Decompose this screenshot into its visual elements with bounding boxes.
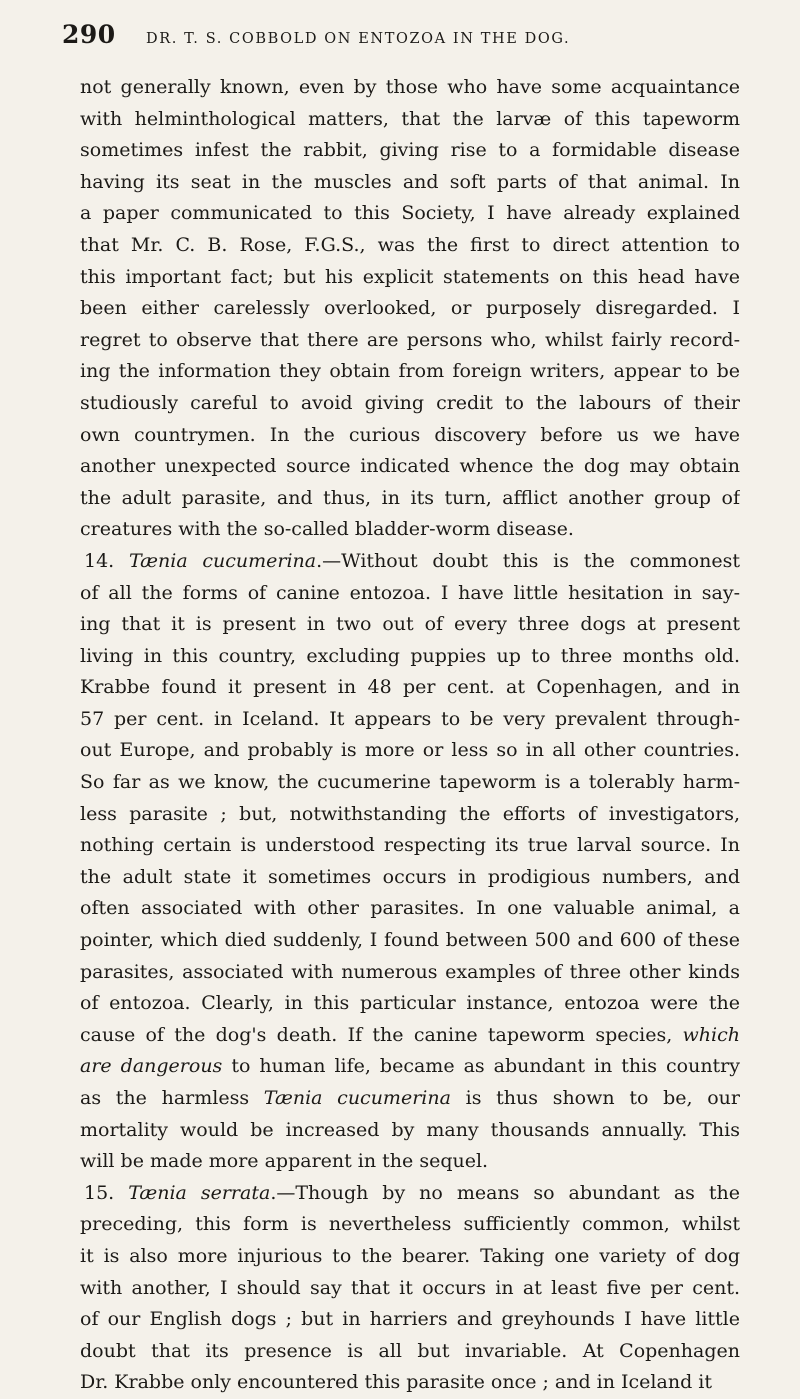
text-line: doubt that its presence is all but invariable. At Copenhagen [80,1339,740,1362]
text-line: will be made more apparent in the sequel. [80,1150,489,1173]
text-line: of entozoa. Clearly, in this particular instance, entozoa were the [80,992,740,1015]
text-line: nothing certain is understood respecting its true larval source. In [80,834,740,857]
text-line: creatures with the so-called bladder-worm disease. [80,518,574,541]
text-line: Dr. Krabbe only encountered this parasite once ; and in Iceland it [80,1371,712,1394]
body-text [80,72,740,1399]
text-line: another unexpected source indicated whence the dog may obtain [80,455,740,478]
text-line: of all the forms of canine entozoa. I have little hesitation in say- [80,581,740,604]
text-line: it is also more injurious to the bearer. Taking one variety of dog [80,1244,740,1267]
text-line: not generally known, even by those who have some acquaintance [80,76,740,98]
text-line: studiously careful to avoid giving credit to the labours of their [80,391,740,414]
text-line: less parasite ; but, notwithstanding the efforts of investigators, [80,802,740,825]
text-line: the adult state it sometimes occurs in prodigious numbers, and [80,865,740,888]
text-line: preceding, this form is nevertheless sufficiently common, whilst [80,1213,740,1236]
text-line: 57 per cent. in Iceland. It appears to be very prevalent through- [80,707,740,730]
text-line: ing the information they obtain from foreign writers, appear to be [80,360,740,383]
text-line: sometimes infest the rabbit, giving rise to a formidable disease [80,139,740,162]
text-line: mortality would be increased by many thousands annually. This [80,1118,740,1141]
running-head [62,20,740,68]
text-line: living in this country, excluding puppies up to three months old. [80,644,740,667]
text-line: Krabbe found it present in 48 per cent. at Copenhagen, and in [80,676,740,699]
text-line: as the harmless Tænia cucumerina is thus shown to be, our [80,1087,740,1109]
text-line: been either carelessly overlooked, or purposely disregarded. I [80,297,740,320]
text-line: with another, I should say that it occurs in at least five per cent. [80,1276,740,1299]
text-line: pointer, which died suddenly, I found between 500 and 600 of these [80,929,740,952]
running-title: DR. T. S. COBBOLD ON ENTOZOA IN THE DOG. [146,31,571,47]
text-line: this important fact; but his explicit statements on this head have [80,265,740,288]
text-line: often associated with other parasites. In one valuable animal, a [80,897,740,920]
text-line: having its seat in the muscles and soft parts of that animal. In [80,170,740,193]
text-line: with helminthological matters, that the larvæ of this tapeworm [80,107,740,130]
page-number: 290 [62,20,116,49]
text-line: the adult parasite, and thus, in its turn, afflict another group of [80,486,740,509]
text-line: own countrymen. In the curious discovery before us we have [80,423,740,446]
text-line: are dangerous to human life, became as abundant in this country [80,1055,740,1078]
text-line: So far as we know, the cucumerine tapeworm is a tolerably harm- [80,771,740,794]
text-line: ing that it is present in two out of every three dogs at present [80,613,740,636]
text-line: that Mr. C. B. Rose, F.G.S., was the first to direct attention to [80,233,740,256]
text-line: out Europe, and probably is more or less so in all other countries. [80,739,740,762]
text-line: a paper communicated to this Society, I have already explained [80,202,740,225]
text-line: parasites, associated with numerous examples of three other kinds [80,960,740,983]
text-line: 15. Tænia serrata.—Though by no means so abundant as the [84,1181,740,1204]
text-line: 14. Tænia cucumerina.—Without doubt this is the commonest [84,549,740,572]
text-line: regret to observe that there are persons who, whilst fairly record- [80,328,740,351]
text-line: of our English dogs ; but in harriers and greyhounds I have little [80,1308,740,1331]
text-line: cause of the dog's death. If the canine tapeworm species, which [80,1023,740,1046]
